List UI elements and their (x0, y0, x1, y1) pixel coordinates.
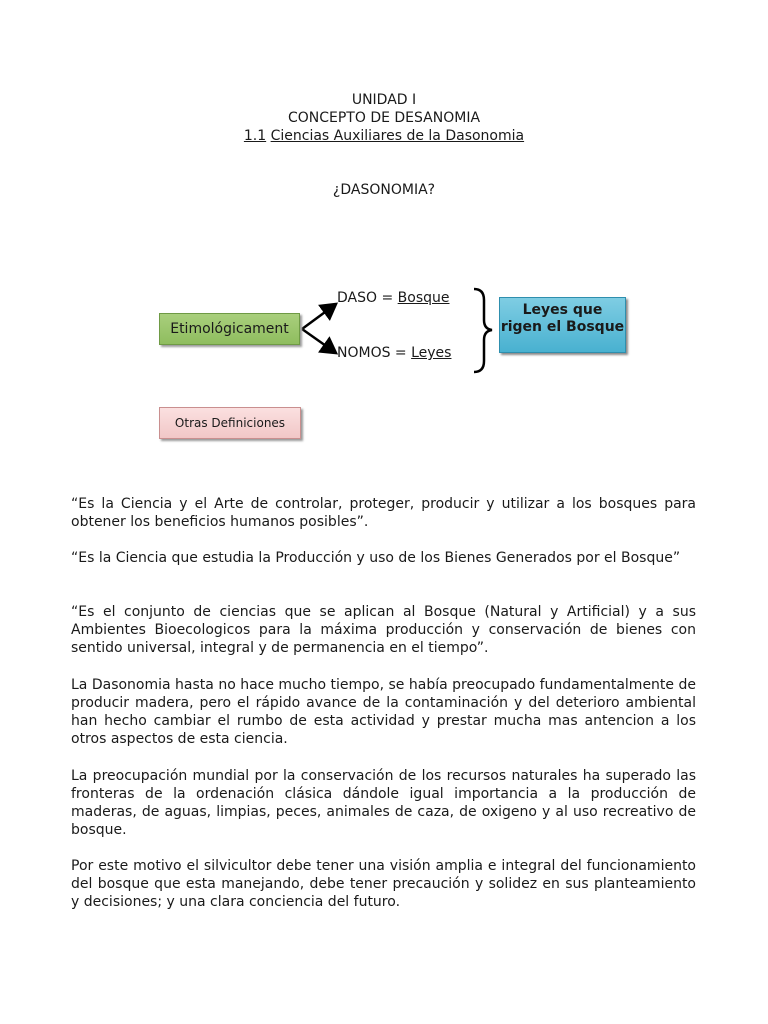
curly-brace (474, 289, 492, 372)
paragraph-4: La Dasonomia hasta no hace mucho tiempo, se había preocupado fundamentalmente de producir madera, pero el rápido avance de la contaminación y del deterioro ambiental han hecho cambiar el rumbo de esta actividad y prestar mucha mas antencion a los otros aspectos de esta ciencia. (71, 677, 696, 747)
section-number: 1.1 (243, 128, 267, 144)
nomos-prefix: NOMOS = (337, 345, 412, 361)
question-heading: ¿DASONOMIA? (332, 182, 436, 198)
paragraph-2: “Es la Ciencia que estudia la Producción y uso de los Bienes Generados por el Bosque” (71, 550, 681, 566)
unit-title: UNIDAD I (351, 92, 417, 108)
leyes-box (499, 297, 626, 353)
nomos-definition (337, 345, 451, 361)
daso-prefix: DASO = (337, 290, 398, 306)
paragraph-3: “Es el conjunto de ciencias que se aplican al Bosque (Natural y Artificial) y a sus Ambientes Bioecologicos para la máxima producción y conservación de bienes con sentido universal, integral y de permanencia en el tiempo”. (71, 604, 696, 656)
otras-label: Otras Definiciones (174, 416, 286, 430)
etimologia-label: Etimológicament (170, 321, 289, 337)
nomos-meaning: Leyes (411, 345, 452, 361)
arrow-to-daso (302, 304, 336, 329)
paragraph-6: Por este motivo el silvicultor debe tener una visión amplia e integral del funcionamiento del bosque que esta manejando, debe tener precaución y solidez en sus planteamiento y decisiones; y una clara conciencia del futuro. (71, 858, 696, 910)
paragraph-1: “Es la Ciencia y el Arte de controlar, proteger, producir y utilizar a los bosques para obtener los beneficios humanos posibles”. (71, 496, 696, 530)
concept-title: CONCEPTO DE DESANOMIA (287, 110, 481, 126)
etimologia-box (159, 313, 300, 345)
otras-definiciones-box (159, 407, 301, 439)
leyes-label: Leyes que rigen el Bosque (500, 302, 625, 335)
paragraph-5: La preocupación mundial por la conservación de los recursos naturales ha superado las fronteras de la ordenación clásica dándole igual importancia a la producción de maderas, de aguas, limpias, peces, animales de caza, de oxigeno y al uso recreativo de bosque. (71, 768, 696, 838)
daso-definition (337, 290, 450, 306)
section-title: Ciencias Auxiliares de la Dasonomia (270, 128, 525, 144)
daso-meaning: Bosque (397, 290, 450, 306)
arrow-to-nomos (302, 329, 336, 353)
